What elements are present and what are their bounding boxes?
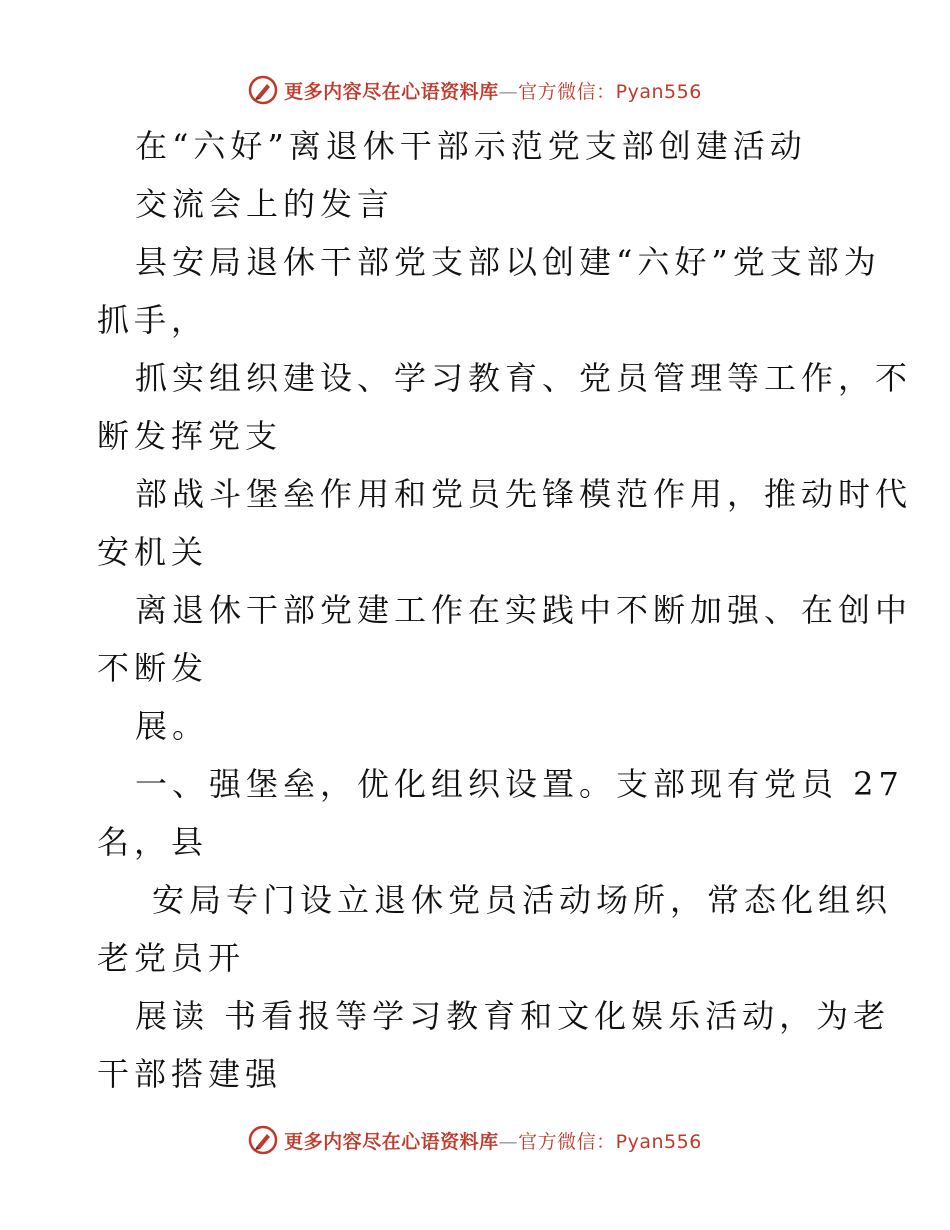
watermark-wechat: 官方微信：Pyan556 (518, 80, 702, 103)
text-line: 展。 (135, 707, 210, 745)
text-line: 交流会上的发言 (135, 185, 395, 223)
text-line: 一、强堡垒，优化组织设置。支部现有党员 27 (135, 765, 904, 803)
watermark-brand: 更多内容尽在心语资料库 (284, 1130, 499, 1153)
text-line: 安局专门设立退休党员活动场所，常态化组织 (152, 881, 893, 919)
text-line: 县安局退休干部党支部以创建“六好”党支部为 (135, 243, 881, 281)
text-line: 不断发 (97, 649, 209, 687)
text-line: 名，县 (97, 823, 209, 861)
pen-logo-icon (248, 1125, 278, 1155)
text-line: 安机关 (97, 533, 209, 571)
watermark-brand: 更多内容尽在心语资料库 (284, 80, 499, 103)
footer-watermark (0, 1120, 950, 1160)
watermark-dash: — (498, 80, 519, 103)
text-line: 抓手， (97, 301, 209, 339)
watermark-wechat: 官方微信：Pyan556 (518, 1130, 702, 1153)
text-line: 干部搭建强 (97, 1055, 283, 1093)
text-line: 断发挥党支 (97, 417, 283, 455)
text-line: 老党员开 (97, 939, 246, 977)
text-line: 部战斗堡垒作用和党员先锋模范作用，推动时代 (135, 475, 913, 513)
text-line: 抓实组织建设、学习教育、党员管理等工作，不 (135, 359, 913, 397)
text-line: 在“六好”离退休干部示范党支部创建活动 (135, 127, 807, 165)
watermark-dash: — (498, 1130, 519, 1153)
text-line: 离退休干部党建工作在实践中不断加强、在创中 (135, 591, 913, 629)
watermark-text (284, 1127, 702, 1154)
text-line: 展读 书看报等学习教育和文化娱乐活动，为老 (135, 997, 891, 1035)
